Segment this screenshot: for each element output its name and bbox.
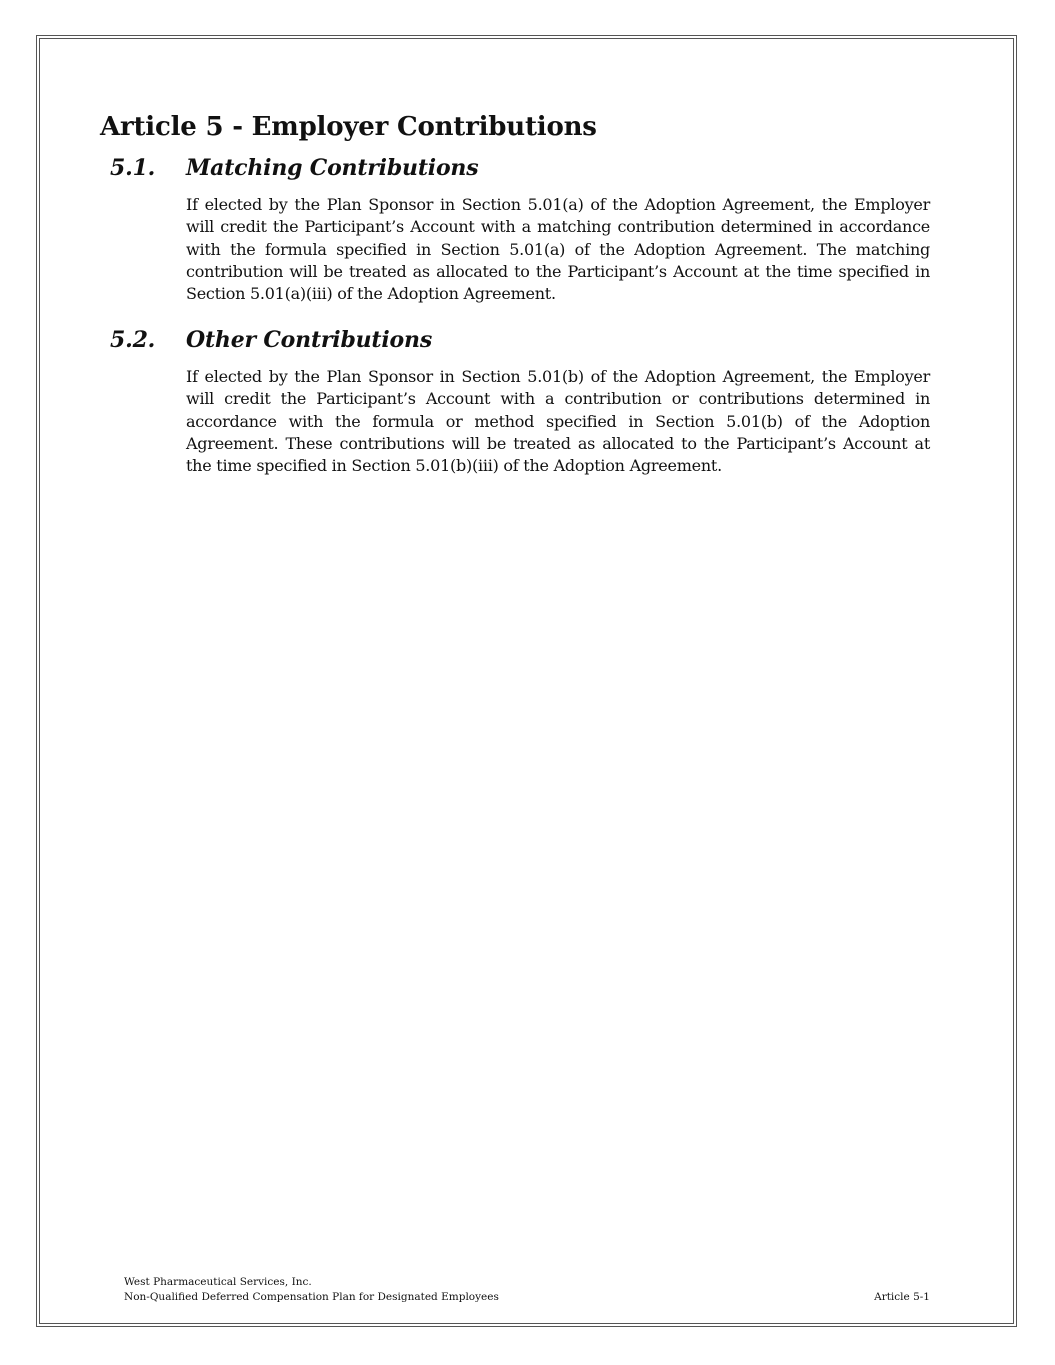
footer-company: West Pharmaceutical Services, Inc. (124, 1276, 312, 1288)
page-footer (124, 1275, 930, 1304)
section-heading-5-2 (110, 327, 432, 353)
footer-page-number: Article 5-1 (874, 1290, 930, 1303)
section-body-5-1: If elected by the Plan Sponsor in Section 5.01(a) of the Adoption Agreement, the Employer will credit the Participant’s Account with a matching contribution determined in accordance with the formula specified in Section 5.01(a) of the Adoption Agreement. The matching contribution will be treated as allocated to the Participant’s Account at the time specified in Section 5.01(a)(iii) of the Adoption Agreement. (186, 195, 930, 304)
section-number: 5.2. (110, 327, 156, 353)
section-title: Other Contributions (186, 327, 433, 353)
section-title: Matching Contributions (186, 155, 479, 181)
section-heading-5-1 (110, 155, 478, 181)
section-body-5-2: If elected by the Plan Sponsor in Section 5.01(b) of the Adoption Agreement, the Employer will credit the Participant’s Account with a contribution or contributions determined in accordance with the formula or method specified in Section 5.01(b) of the Adoption Agreement. These contributions will be treated as allocated to the Participant’s Account at the time specified in Section 5.01(b)(iii) of the Adoption Agreement. (186, 367, 930, 476)
article-title: Article 5 - Employer Contributions (100, 112, 597, 142)
section-number: 5.1. (110, 155, 156, 181)
footer-plan-name: Non-Qualified Deferred Compensation Plan for Designated Employees (124, 1290, 499, 1303)
